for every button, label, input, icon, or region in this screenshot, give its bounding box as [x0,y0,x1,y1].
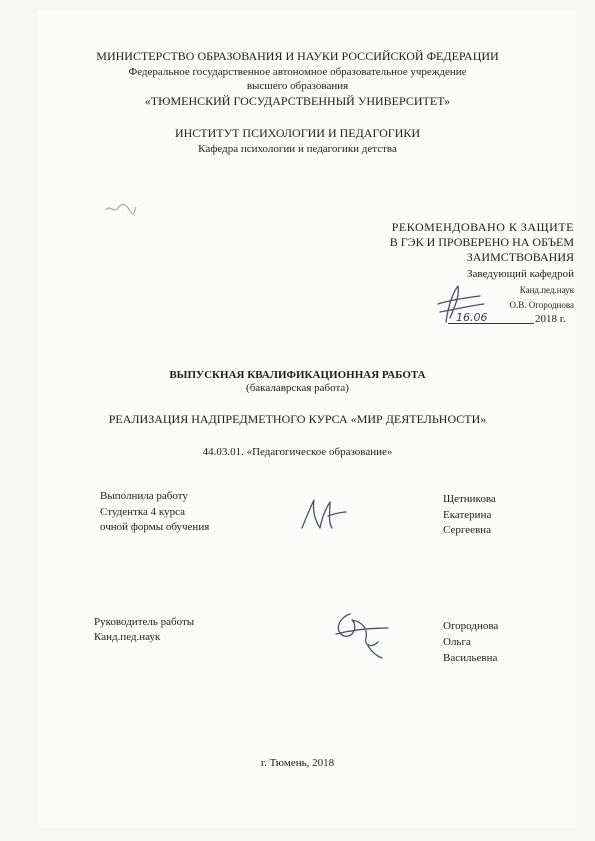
supervisor-surname: Огороднова [443,620,499,632]
institute-name: ИНСТИТУТ ПСИХОЛОГИИ И ПЕДАГОГИКИ [174,126,421,140]
institution-type-line: Федеральное государственное автономное образовательное учреждение [128,66,467,78]
approval-head-title: Заведующий кафедрой [467,268,574,280]
supervisor-signature [328,606,398,664]
approval-line-2: В ГЭК И ПРОВЕРЕНО НА ОБЪЕМ [389,235,574,249]
stain-mark [104,202,138,216]
department-name: Кафедра психологии и педагогики детства [198,143,397,155]
supervisor-label-2: Канд.пед.наук [94,631,161,643]
approval-head-name: О.В. Огороднова [509,300,574,310]
supervisor-label-1: Руководитель работы [94,616,195,628]
city-year: г. Тюмень, 2018 [260,757,335,769]
supervisor-first-name: Ольга [443,636,471,648]
student-surname: Щетникова [443,493,496,505]
student-signature [296,494,356,534]
work-specialty: 44.03.01. «Педагогическое образование» [202,446,393,458]
work-type: ВЫПУСКНАЯ КВАЛИФИКАЦИОННАЯ РАБОТА [169,369,426,381]
student-first-name: Екатерина [443,509,492,521]
work-title: РЕАЛИЗАЦИЯ НАДПРЕДМЕТНОГО КУРСА «МИР ДЕЯТЕЛЬНОСТИ» [108,412,487,426]
approval-line-1: РЕКОМЕНДОВАНО К ЗАЩИТЕ [391,220,574,234]
work-subtype: (бакалаврская работа) [246,382,349,394]
date-underline [448,323,534,324]
student-label-3: очной формы обучения [100,521,210,533]
approval-date-handwritten: 16.06 [456,311,488,324]
approval-head-degree: Канд.пед.наук [519,285,574,295]
university-name: «ТЮМЕНСКИЙ ГОСУДАРСТВЕННЫЙ УНИВЕРСИТЕТ» [144,94,451,108]
approval-line-3: ЗАИМСТВОВАНИЯ [466,250,574,264]
institution-level-line: высшего образования [246,80,349,92]
approval-date-year: 2018 г. [535,313,566,325]
ministry-line: МИНИСТЕРСТВО ОБРАЗОВАНИЯ И НАУКИ РОССИЙСКОЙ ФЕДЕРАЦИИ [96,49,499,63]
supervisor-patronymic: Васильевна [443,652,498,664]
student-label-2: Студентка 4 курса [100,506,185,518]
student-patronymic: Сергеевна [443,524,491,536]
student-label-1: Выполнила работу [100,490,188,502]
